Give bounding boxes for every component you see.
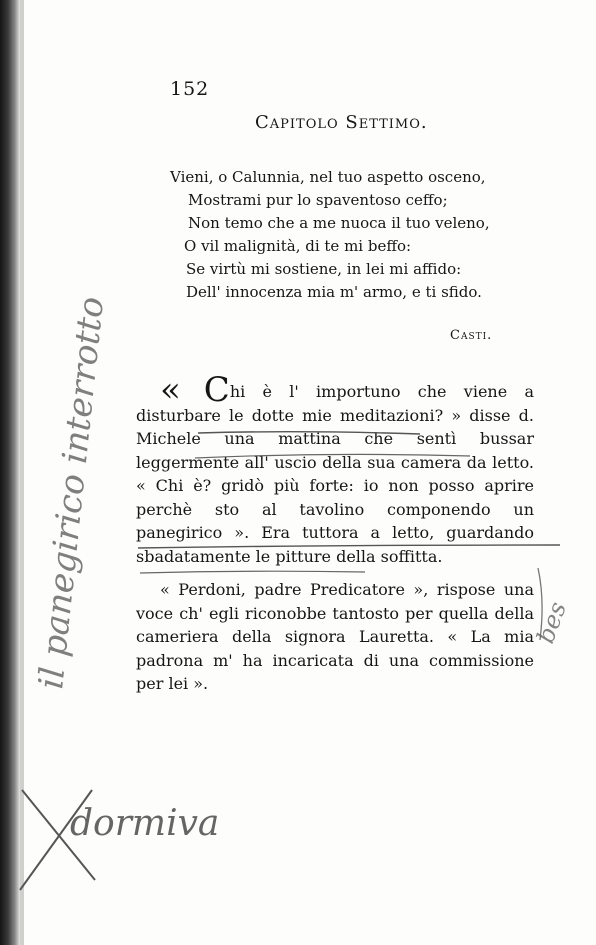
- handwritten-bottom-note: dormiva: [70, 803, 220, 844]
- poem-line: O vil malignità, di te mi beffo:: [184, 237, 412, 255]
- pencil-cross: [20, 790, 92, 890]
- paragraph-text: hi è l' importuno che viene a disturbare le dotte mie meditazioni? » disse d. Michele una mattina che sentì bussar leggermente all' uscio della sua camera da letto. « Chi è? gridò più forte: io non posso aprire perchè sto al tavolino componendo un panegirico ». Era tuttora a letto, guardando sbadatamente le pitture della soffitta.: [136, 382, 535, 566]
- epigraph-poem: [170, 166, 540, 304]
- pencil-side-mark: [538, 568, 542, 640]
- poem-line: Non temo che a me nuoca il tuo veleno,: [188, 214, 490, 232]
- poem-line: Mostrami pur lo spaventoso ceffo;: [188, 191, 448, 209]
- chapter-body: [136, 370, 535, 706]
- paragraph-text: « Perdoni, padre Predicatore », rispose una voce ch' egli riconobbe tantosto per quella della cameriera della signora Lauretta. « La mia padrona m' ha incaricata di una commissione per lei ».: [136, 580, 534, 693]
- poem-line: Vieni, o Calunnia, nel tuo aspetto osceno,: [170, 168, 486, 186]
- poem-line: Se virtù mi sostiene, in lei mi affido:: [186, 260, 462, 278]
- handwritten-side-note: bes: [531, 598, 572, 648]
- book-spine-shadow: [0, 0, 20, 945]
- paragraph: [136, 370, 535, 568]
- pencil-cross: [22, 790, 95, 880]
- page-number: 152: [170, 78, 210, 100]
- dropcap: « C: [160, 370, 230, 410]
- paragraph: [136, 578, 534, 696]
- poem-line: Dell' innocenza mia m' armo, e ti sfido.: [186, 283, 482, 301]
- page-edge: [20, 0, 24, 945]
- chapter-heading: Capitolo Settimo.: [255, 112, 428, 133]
- handwritten-margin-note: il panegirico interrotto: [31, 294, 113, 691]
- poem-author: Casti.: [450, 328, 493, 343]
